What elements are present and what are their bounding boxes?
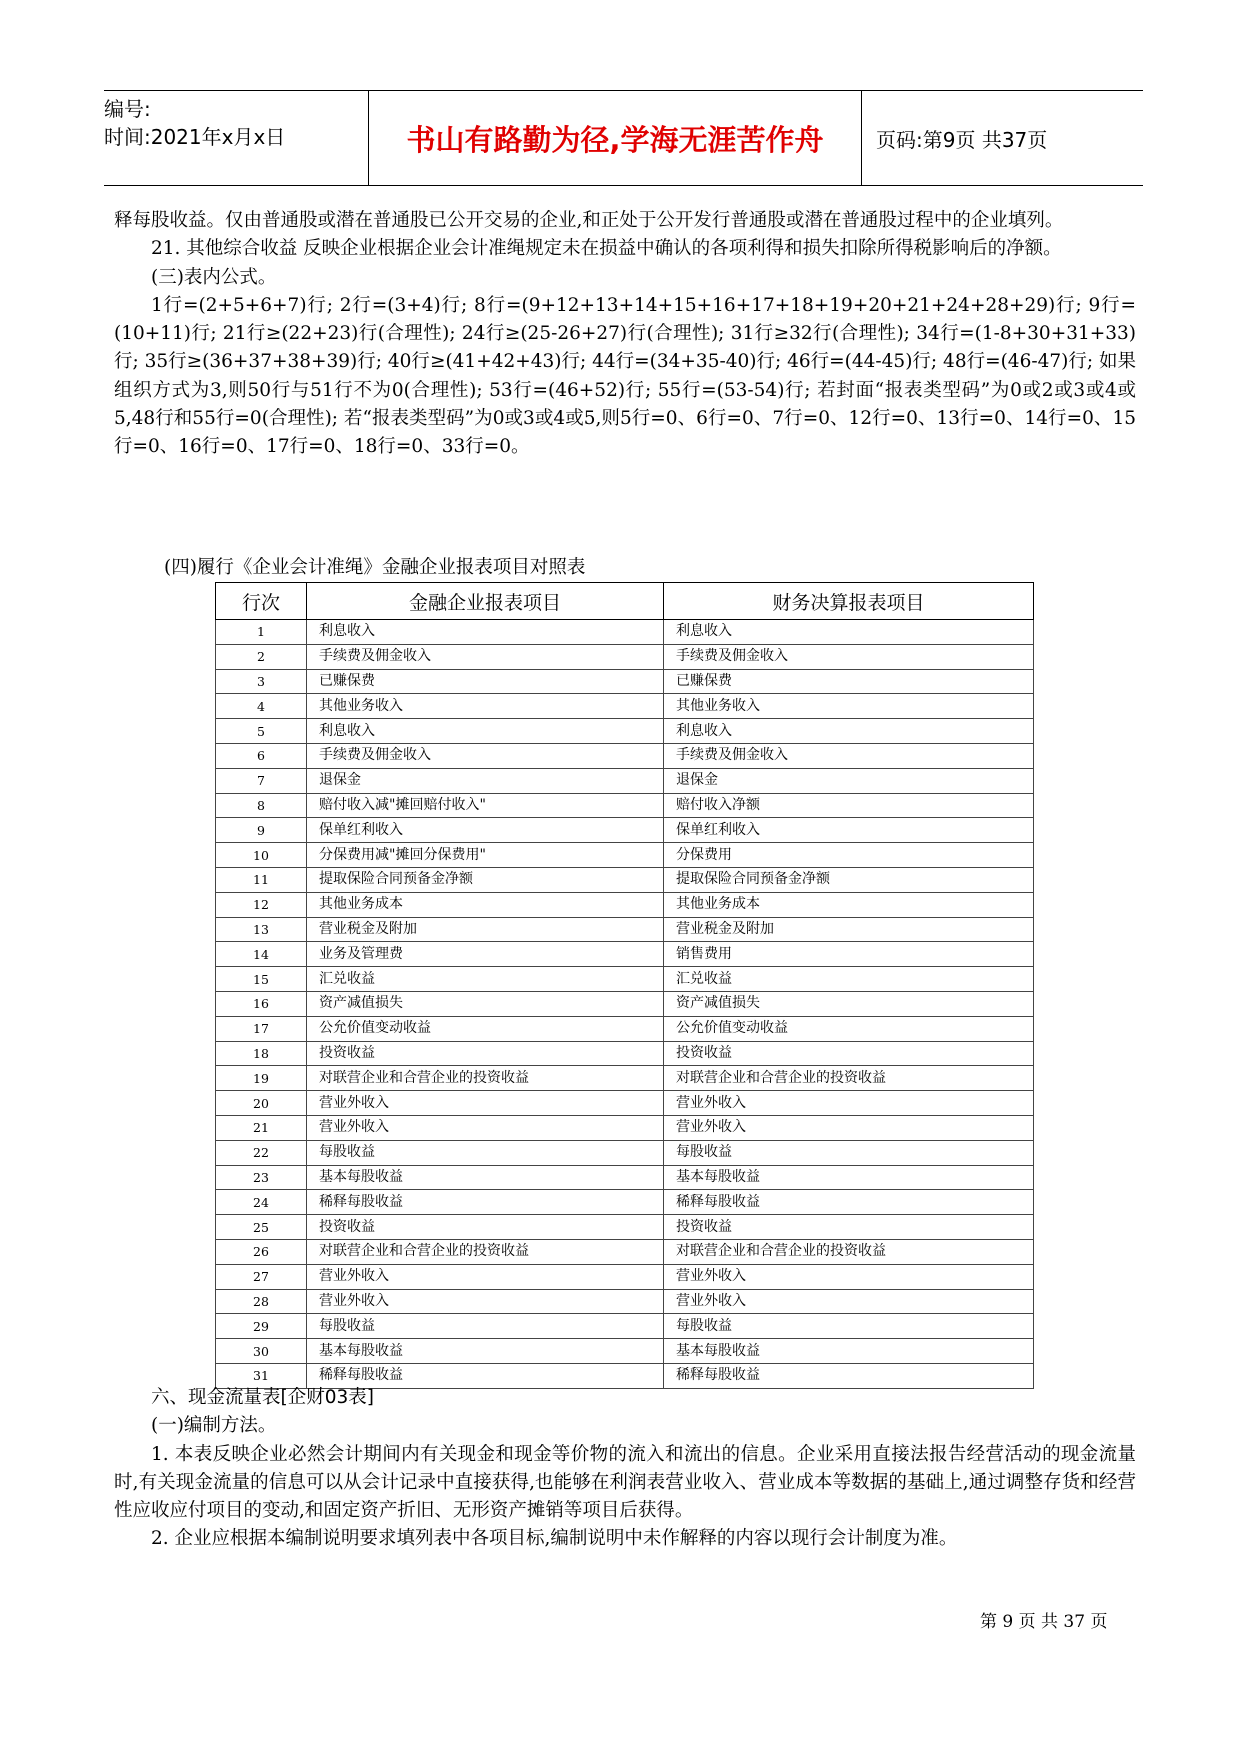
document-number-label: 编号: — [104, 97, 151, 121]
finance-item-cell: 已赚保费 — [307, 669, 664, 694]
finance-item-cell: 稀释每股收益 — [307, 1190, 664, 1215]
row-number-cell: 14 — [216, 942, 307, 967]
row-number-cell: 27 — [216, 1264, 307, 1289]
row-number-cell: 3 — [216, 669, 307, 694]
finance-item-cell: 提取保险合同预备金净额 — [307, 867, 664, 892]
table-row — [216, 1016, 1034, 1041]
table-row — [216, 843, 1034, 868]
row-number-cell: 6 — [216, 743, 307, 768]
finance-item-cell: 资产减值损失 — [307, 991, 664, 1016]
report-item-cell: 公允价值变动收益 — [664, 1016, 1034, 1041]
report-item-cell: 资产减值损失 — [664, 991, 1034, 1016]
table-row — [216, 818, 1034, 843]
section-six — [114, 1384, 1136, 1554]
table-row — [216, 644, 1034, 669]
paragraph: 1. 本表反映企业必然会计期间内有关现金和现金等价物的流入和流出的信息。企业采用直接法报告经营活动的现金流量时,有关现金流量的信息可以从会计记录中直接获得,也能够在利润表营业收入、营业成本等数据的基础上,通过调整存货和经营性应收应付项目的变动,和固定资产折旧、无形资产摊销等项目后获得。 — [114, 1443, 1136, 1522]
finance-item-cell: 其他业务成本 — [307, 892, 664, 917]
header-page-label: 页码:第9页 共37页 — [876, 127, 1048, 152]
report-item-cell: 其他业务成本 — [664, 892, 1034, 917]
finance-item-cell: 利息收入 — [307, 620, 664, 645]
body-top — [114, 207, 1136, 462]
column-header: 行次 — [216, 583, 307, 620]
row-number-cell: 18 — [216, 1041, 307, 1066]
row-number-cell: 16 — [216, 991, 307, 1016]
table-row — [216, 942, 1034, 967]
finance-item-cell: 投资收益 — [307, 1041, 664, 1066]
table-row — [216, 1264, 1034, 1289]
table-row — [216, 1041, 1034, 1066]
header-left — [104, 91, 369, 185]
report-item-cell: 投资收益 — [664, 1215, 1034, 1240]
table-row — [216, 669, 1034, 694]
report-item-cell: 营业外收入 — [664, 1289, 1034, 1314]
finance-item-cell: 手续费及佣金收入 — [307, 743, 664, 768]
report-item-cell: 每股收益 — [664, 1140, 1034, 1165]
row-number-cell: 31 — [216, 1363, 307, 1388]
row-number-cell: 24 — [216, 1190, 307, 1215]
report-item-cell: 利息收入 — [664, 620, 1034, 645]
report-item-cell: 退保金 — [664, 768, 1034, 793]
row-number-cell: 2 — [216, 644, 307, 669]
row-number-cell: 25 — [216, 1215, 307, 1240]
section-heading: (三)表内公式。 — [151, 266, 277, 288]
report-item-cell: 手续费及佣金收入 — [664, 743, 1034, 768]
row-number-cell: 11 — [216, 867, 307, 892]
row-number-cell: 15 — [216, 967, 307, 992]
report-item-cell: 赔付收入净额 — [664, 793, 1034, 818]
table-row — [216, 1091, 1034, 1116]
formula-paragraph: 1行=(2+5+6+7)行; 2行=(3+4)行; 8行=(9+12+13+14+15+16+17+18+19+20+21+24+28+29)行; 9行=(10+11)行; 21行≥(22+23)行(合理性); 24行≥(25-26+27)行(合理性); 31行≥32行(合理性); 34行=(1-8+30+31+33)行; 35行≥(36+37+38+39)行; 40行≥(41+42+43)行; 44行=(34+35-40)行; 46行=(44-45)行; 48行=(46-47)行; 如果组织方式为3,则50行与51行不为0(合理性); 53行=(46+52)行; 55行=(53-54)行; 若封面“报表类型码”为0或2或3或4或5,48行和55行=0(合理性); 若“报表类型码”为0或3或4或5,则5行=0、6行=0、7行=0、12行=0、13行=0、14行=0、15行=0、16行=0、17行=0、18行=0、33行=0。 — [114, 294, 1136, 458]
table-row — [216, 1115, 1034, 1140]
row-number-cell: 23 — [216, 1165, 307, 1190]
document-time-label: 时间:2021年x月x日 — [104, 125, 286, 149]
report-item-cell: 销售费用 — [664, 942, 1034, 967]
report-item-cell: 保单红利收入 — [664, 818, 1034, 843]
table-body — [216, 620, 1034, 1389]
row-number-cell: 9 — [216, 818, 307, 843]
table-row — [216, 867, 1034, 892]
report-item-cell: 稀释每股收益 — [664, 1363, 1034, 1388]
page-header — [104, 90, 1143, 186]
table-row — [216, 1314, 1034, 1339]
report-item-cell: 其他业务收入 — [664, 694, 1034, 719]
row-number-cell: 8 — [216, 793, 307, 818]
row-number-cell: 5 — [216, 719, 307, 744]
sub-heading: (一)编制方法。 — [151, 1415, 277, 1437]
row-number-cell: 19 — [216, 1066, 307, 1091]
table-row — [216, 1215, 1034, 1240]
table-row — [216, 743, 1034, 768]
report-item-cell: 稀释每股收益 — [664, 1190, 1034, 1215]
table-row — [216, 917, 1034, 942]
report-item-cell: 投资收益 — [664, 1041, 1034, 1066]
table-row — [216, 1239, 1034, 1264]
header-motto: 书山有路勤为径,学海无涯苦作舟 — [369, 91, 862, 185]
finance-item-cell: 对联营企业和合营企业的投资收益 — [307, 1066, 664, 1091]
report-item-cell: 利息收入 — [664, 719, 1034, 744]
finance-item-cell: 手续费及佣金收入 — [307, 644, 664, 669]
finance-item-cell: 汇兑收益 — [307, 967, 664, 992]
finance-item-cell: 保单红利收入 — [307, 818, 664, 843]
row-number-cell: 22 — [216, 1140, 307, 1165]
page-footer: 第 9 页 共 37 页 — [980, 1612, 1108, 1632]
table-row — [216, 991, 1034, 1016]
finance-item-cell: 每股收益 — [307, 1314, 664, 1339]
report-item-cell: 分保费用 — [664, 843, 1034, 868]
paragraph: 21. 其他综合收益 反映企业根据企业会计准绳规定未在损益中确认的各项利得和损失扣除所得税影响后的净额。 — [151, 238, 1062, 260]
row-number-cell: 17 — [216, 1016, 307, 1041]
row-number-cell: 20 — [216, 1091, 307, 1116]
table-row — [216, 1066, 1034, 1091]
table-row — [216, 768, 1034, 793]
row-number-cell: 4 — [216, 694, 307, 719]
finance-item-cell: 营业外收入 — [307, 1091, 664, 1116]
finance-item-cell: 业务及管理费 — [307, 942, 664, 967]
table-header-row — [216, 583, 1034, 620]
mapping-table — [215, 582, 1034, 1389]
table-row — [216, 620, 1034, 645]
row-number-cell: 28 — [216, 1289, 307, 1314]
report-item-cell: 每股收益 — [664, 1314, 1034, 1339]
row-number-cell: 21 — [216, 1115, 307, 1140]
paragraph: 释每股收益。仅由普通股或潜在普通股已公开交易的企业,和正处于公开发行普通股或潜在普通股过程中的企业填列。 — [114, 210, 1064, 231]
finance-item-cell: 基本每股收益 — [307, 1339, 664, 1364]
finance-item-cell: 利息收入 — [307, 719, 664, 744]
report-item-cell: 对联营企业和合营企业的投资收益 — [664, 1239, 1034, 1264]
report-item-cell: 手续费及佣金收入 — [664, 644, 1034, 669]
row-number-cell: 30 — [216, 1339, 307, 1364]
finance-item-cell: 赔付收入减"摊回赔付收入" — [307, 793, 664, 818]
finance-item-cell: 分保费用减"摊回分保费用" — [307, 843, 664, 868]
finance-item-cell: 营业税金及附加 — [307, 917, 664, 942]
row-number-cell: 1 — [216, 620, 307, 645]
report-item-cell: 已赚保费 — [664, 669, 1034, 694]
finance-item-cell: 公允价值变动收益 — [307, 1016, 664, 1041]
table-row — [216, 1140, 1034, 1165]
report-item-cell: 汇兑收益 — [664, 967, 1034, 992]
finance-item-cell: 每股收益 — [307, 1140, 664, 1165]
row-number-cell: 29 — [216, 1314, 307, 1339]
report-item-cell: 营业税金及附加 — [664, 917, 1034, 942]
column-header: 金融企业报表项目 — [307, 583, 664, 620]
finance-item-cell: 对联营企业和合营企业的投资收益 — [307, 1239, 664, 1264]
table-row — [216, 1190, 1034, 1215]
row-number-cell: 10 — [216, 843, 307, 868]
row-number-cell: 26 — [216, 1239, 307, 1264]
finance-item-cell: 基本每股收益 — [307, 1165, 664, 1190]
report-item-cell: 基本每股收益 — [664, 1165, 1034, 1190]
report-item-cell: 营业外收入 — [664, 1115, 1034, 1140]
table-row — [216, 967, 1034, 992]
table-row — [216, 1289, 1034, 1314]
finance-item-cell: 稀释每股收益 — [307, 1363, 664, 1388]
finance-item-cell: 投资收益 — [307, 1215, 664, 1240]
table-row — [216, 793, 1034, 818]
finance-item-cell: 退保金 — [307, 768, 664, 793]
section-heading: 六、现金流量表[企财03表] — [151, 1387, 374, 1408]
row-number-cell: 7 — [216, 768, 307, 793]
finance-item-cell: 营业外收入 — [307, 1264, 664, 1289]
table-title: (四)履行《企业会计准绳》金融企业报表项目对照表 — [164, 557, 586, 578]
table-row — [216, 719, 1034, 744]
table-row — [216, 1165, 1034, 1190]
report-item-cell: 营业外收入 — [664, 1264, 1034, 1289]
report-item-cell: 对联营企业和合营企业的投资收益 — [664, 1066, 1034, 1091]
report-item-cell: 营业外收入 — [664, 1091, 1034, 1116]
finance-item-cell: 营业外收入 — [307, 1289, 664, 1314]
row-number-cell: 13 — [216, 917, 307, 942]
table-row — [216, 1339, 1034, 1364]
report-item-cell: 基本每股收益 — [664, 1339, 1034, 1364]
row-number-cell: 12 — [216, 892, 307, 917]
finance-item-cell: 营业外收入 — [307, 1115, 664, 1140]
report-item-cell: 提取保险合同预备金净额 — [664, 867, 1034, 892]
table-row — [216, 892, 1034, 917]
finance-item-cell: 其他业务收入 — [307, 694, 664, 719]
column-header: 财务决算报表项目 — [664, 583, 1034, 620]
paragraph: 2. 企业应根据本编制说明要求填列表中各项目标,编制说明中未作解释的内容以现行会计制度为准。 — [151, 1528, 958, 1550]
table-row — [216, 694, 1034, 719]
